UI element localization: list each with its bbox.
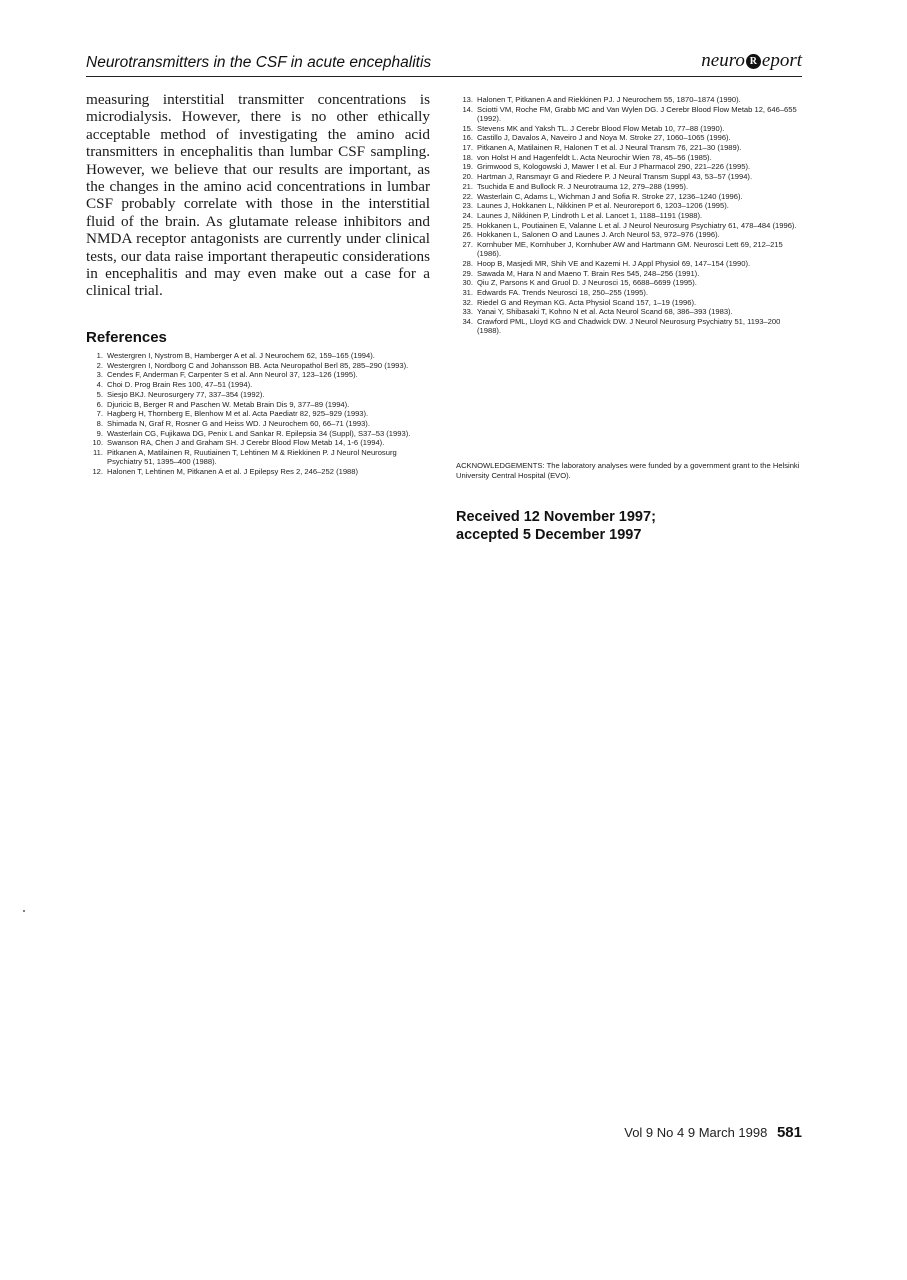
accepted-date: accepted 5 December 1997 [456,527,642,543]
reference-item [456,153,802,162]
reference-text: Yanai Y, Shibasaki T, Kohno N et al. Acta Neurol Scand 68, 386–393 (1983). [477,307,733,317]
reference-text: Hagberg H, Thornberg E, Blenhow M et al. Acta Paediatr 82, 925–929 (1993). [107,409,369,419]
reference-number: 2. [96,360,103,370]
references-list-right [456,95,802,336]
reference-text: Sawada M, Hara N and Maeno T. Brain Res 545, 248–256 (1991). [477,268,700,278]
reference-number: 12. [92,466,103,476]
reference-text: Halonen T, Lehtinen M, Pitkanen A et al. J Epilepsy Res 2, 246–252 (1988) [107,466,359,476]
reference-text: Siesjo BKJ. Neurosurgery 77, 337–354 (1992). [107,389,265,399]
reference-number: 34. [462,317,473,327]
references-list-left [86,351,430,477]
reference-item [456,133,802,142]
reference-text: Riedel G and Reyman KG. Acta Physiol Scand 157, 1–19 (1996). [477,297,697,307]
received-dates [456,508,802,544]
reference-number: 29. [462,268,473,278]
reference-number: 27. [462,240,473,250]
reference-item [86,419,430,428]
references-heading: References [86,329,167,346]
reference-item [86,438,430,447]
reference-text: Swanson RA, Chen J and Graham SH. J Cerebr Blood Flow Metab 14, 1-6 (1994). [107,438,385,448]
reference-item [456,278,802,287]
scan-speck [23,910,25,912]
reference-text: Qiu Z, Parsons K and Gruol D. J Neurosci 15, 6688–6699 (1995). [477,278,697,288]
reference-number: 16. [462,133,473,143]
acknowledgements: ACKNOWLEDGEMENTS: The laboratory analyses were funded by a government grant to the Helsinki University Central Hospital (EVO). [456,461,800,480]
reference-text: Hartman J, Ransmayr G and Riedere P. J Neural Transm Suppl 43, 53–57 (1994). [477,172,753,182]
reference-item [456,307,802,316]
logo-prefix: neuro [701,50,745,71]
reference-number: 9. [96,428,103,438]
reference-number: 25. [462,220,473,230]
reference-text: Hoop B, Masjedi MR, Shih VE and Kazemi H. J Appl Physiol 69, 147–154 (1990). [477,258,751,268]
reference-number: 17. [462,143,473,153]
reference-number: 23. [462,201,473,211]
reference-item [456,182,802,191]
reference-number: 6. [96,399,103,409]
reference-text: Hokkanen L, Poutiainen E, Valanne L et al. J Neurol Neurosurg Psychiatry 61, 478–484 (1996). [477,220,797,230]
reference-number: 20. [462,172,473,182]
running-header [86,50,802,77]
reference-number: 21. [462,181,473,191]
reference-number: 33. [462,307,473,317]
page-number: 581 [776,1124,802,1141]
reference-item [86,370,430,379]
reference-number: 14. [462,104,473,114]
reference-item [456,124,802,133]
reference-text: Tsuchida E and Bullock R. J Neurotrauma 12, 279–288 (1995). [477,181,689,191]
reference-text: Castillo J, Davalos A, Naveiro J and Noya M. Stroke 27, 1060–1065 (1996). [477,133,731,143]
reference-number: 5. [96,389,103,399]
reference-number: 24. [462,210,473,220]
reference-text: Djuricic B, Berger R and Paschen W. Metab Brain Dis 9, 377–89 (1994). [107,399,350,409]
reference-item [456,172,802,181]
reference-item [86,390,430,399]
reference-number: 4. [96,380,103,390]
reference-text: Pitkanen A, Matilainen R, Ruutiainen T, Lehtinen M & Riekkinen P. J Neurol Neurosurg Psychiatry 51, 1395–400 (1988). [107,448,397,467]
reference-text: Sciotti VM, Roche FM, Grabb MC and Van Wylen DG. J Cerebr Blood Flow Metab 12, 646–655 (1992). [477,104,797,123]
reference-text: Wasterlain C, Adams L, Wichman J and Sofia R. Stroke 27, 1236–1240 (1996). [477,191,743,201]
page-footer [624,1124,802,1141]
logo-r-icon: R [746,54,761,69]
reference-item [456,143,802,152]
reference-text: Launes J, Nikkinen P, Lindroth L et al. Lancet 1, 1188–1191 (1988). [477,210,703,220]
reference-item [456,317,802,335]
reference-number: 32. [462,297,473,307]
reference-number: 3. [96,370,103,380]
reference-item [456,105,802,123]
reference-item [456,221,802,230]
reference-item [86,400,430,409]
reference-item [456,240,802,258]
reference-number: 11. [93,448,103,458]
reference-text: Shimada N, Graf R, Rosner G and Heiss WD. J Neurochem 60, 66–71 (1993). [107,418,370,428]
reference-item [456,259,802,268]
reference-number: 10. [92,438,103,448]
reference-text: Grimwood S, Kologowski J, Mawer I et al. Eur J Pharmacol 290, 221–226 (1995). [477,162,751,172]
reference-item [456,298,802,307]
reference-item [456,230,802,239]
reference-text: Cendes F, Anderman F, Carpenter S et al. Ann Neurol 37, 123–126 (1995). [107,370,358,380]
reference-item [86,351,430,360]
reference-item [456,211,802,220]
reference-item [86,448,430,466]
reference-item [86,380,430,389]
reference-number: 26. [462,230,473,240]
reference-item [86,409,430,418]
issue-info: Vol 9 No 4 9 March 1998 [624,1125,768,1140]
reference-text: Pitkanen A, Matilainen R, Halonen T et al. J Neural Transm 76, 221–30 (1989). [477,143,742,153]
reference-number: 13. [462,95,473,104]
reference-text: Kornhuber ME, Kornhuber J, Kornhuber AW and Hartmann GM. Neurosci Lett 69, 212–215 (1986). [477,240,783,259]
reference-text: Westergren I, Nordborg C and Johansson BB. Acta Neuropathol Berl 85, 285–290 (1993). [107,360,409,370]
reference-item [456,95,802,104]
body-paragraph: measuring interstitial transmitter concentrations is microdialysis. However, there is no other ethically acceptable method of investigating the amino acid transmitters in encephalitis than lumbar CSF sampling. However, we believe that our results are important, as the changes in the amino acid concentrations in lumbar CSF probably correlate with those in the interstitial fluid of the brain. As glutamate release inhibitors and NMDA receptor antagonists are currently under clinical tests, our data raise important therapeutic considerations in encephalitis and may even make out a case for a clinical trial. [86,91,430,300]
reference-item [456,201,802,210]
reference-text: Westergren I, Nystrom B, Hamberger A et al. J Neurochem 62, 159–165 (1994). [107,351,375,360]
logo-suffix: eport [761,50,802,71]
reference-text: Wasterlain CG, Fujikawa DG, Penix L and Sankar R. Epilepsia 34 (Suppl), S37–53 (1993). [107,428,411,438]
reference-item [86,361,430,370]
reference-number: 28. [462,258,473,268]
reference-text: von Holst H and Hagenfeldt L. Acta Neurochir Wien 78, 45–56 (1985). [477,152,712,162]
received-date: Received 12 November 1997; [456,509,656,525]
reference-text: Halonen T, Pitkanen A and Riekkinen PJ. J Neurochem 55, 1870–1874 (1990). [477,95,741,104]
reference-number: 18. [462,152,473,162]
reference-text: Stevens MK and Yaksh TL. J Cerebr Blood Flow Metab 10, 77–88 (1990). [477,123,725,133]
reference-item [456,288,802,297]
reference-text: Launes J, Hokkanen L, Nikkinen P et al. Neuroreport 6, 1203–1206 (1995). [477,201,729,211]
reference-number: 19. [462,162,473,172]
reference-item [456,162,802,171]
running-title: Neurotransmitters in the CSF in acute encephalitis [86,54,432,71]
reference-text: Crawford PML, Lloyd KG and Chadwick DW. J Neurol Neurosurg Psychiatry 51, 1193–200 (1988). [477,317,781,336]
reference-item [86,429,430,438]
reference-number: 8. [96,418,103,428]
reference-item [456,192,802,201]
reference-text: Hokkanen L, Salonen O and Launes J. Arch Neurol 53, 972–976 (1996). [477,230,720,240]
reference-item [86,467,430,476]
reference-text: Edwards FA. Trends Neurosci 18, 250–255 (1995). [477,288,648,298]
reference-number: 7. [96,409,103,419]
journal-logo [701,50,802,72]
reference-number: 1. [96,351,103,360]
reference-number: 15. [462,123,473,133]
reference-text: Choi D. Prog Brain Res 100, 47–51 (1994). [107,380,253,390]
reference-number: 22. [462,191,473,201]
reference-number: 30. [462,278,473,288]
reference-number: 31. [462,288,473,298]
reference-item [456,269,802,278]
